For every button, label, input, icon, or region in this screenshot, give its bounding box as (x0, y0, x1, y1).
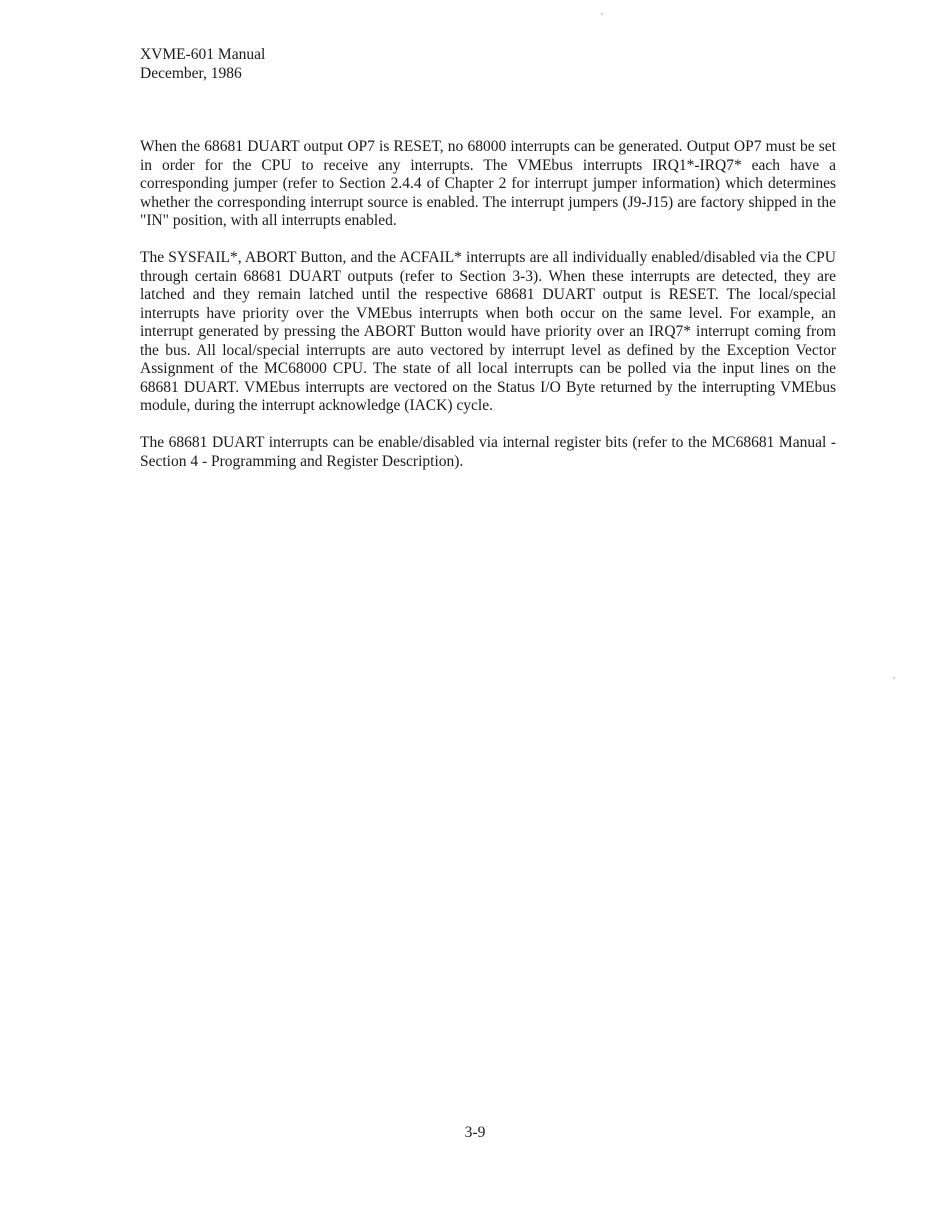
document-body (140, 138, 836, 490)
manual-title: XVME-601 Manual (140, 46, 266, 63)
page-number: 3-9 (464, 1124, 486, 1141)
paragraph-duart-op7: When the 68681 DUART output OP7 is RESET, no 68000 interrupts can be generated. Output OP7 must be set in order for the CPU to receive any interrupts. The VMEbus interrupts IRQ1*-IRQ7* each have a corresponding jumper (refer to Section 2.4.4 of Chapter 2 for interrupt jumper information) which determines whether the corresponding interrupt source is enabled. The interrupt jumpers (J9-J15) are factory shipped in the "IN" position, with all interrupts enabled. (140, 138, 836, 229)
paragraph-local-special-interrupts: The SYSFAIL*, ABORT Button, and the ACFAIL* interrupts are all individually enabled/disabled via the CPU through certain 68681 DUART outputs (refer to Section 3-3). When these interrupts are detected, they are latched and they remain latched until the respective 68681 DUART output is RESET. The local/special interrupts have priority over the VMEbus interrupts when both occur on the same level. For example, an interrupt generated by pressing the ABORT Button would have priority over an IRQ7* interrupt coming from the bus. All local/special interrupts are auto vectored by interrupt level as defined by the Exception Vector Assignment of the MC68000 CPU. The state of all local interrupts can be polled via the input lines on the 68681 DUART. VMEbus interrupts are vectored on the Status I/O Byte returned by the interrupting VMEbus module, during the interrupt acknowledge (IACK) cycle. (140, 249, 836, 414)
manual-date: December, 1986 (140, 65, 242, 82)
scan-speck (601, 13, 603, 15)
paragraph-duart-interrupts: The 68681 DUART interrupts can be enable/disabled via internal register bits (refer to the MC68681 Manual - Section 4 - Programming and Register Description). (140, 434, 836, 470)
scan-speck (893, 677, 895, 679)
document-header (140, 45, 265, 83)
